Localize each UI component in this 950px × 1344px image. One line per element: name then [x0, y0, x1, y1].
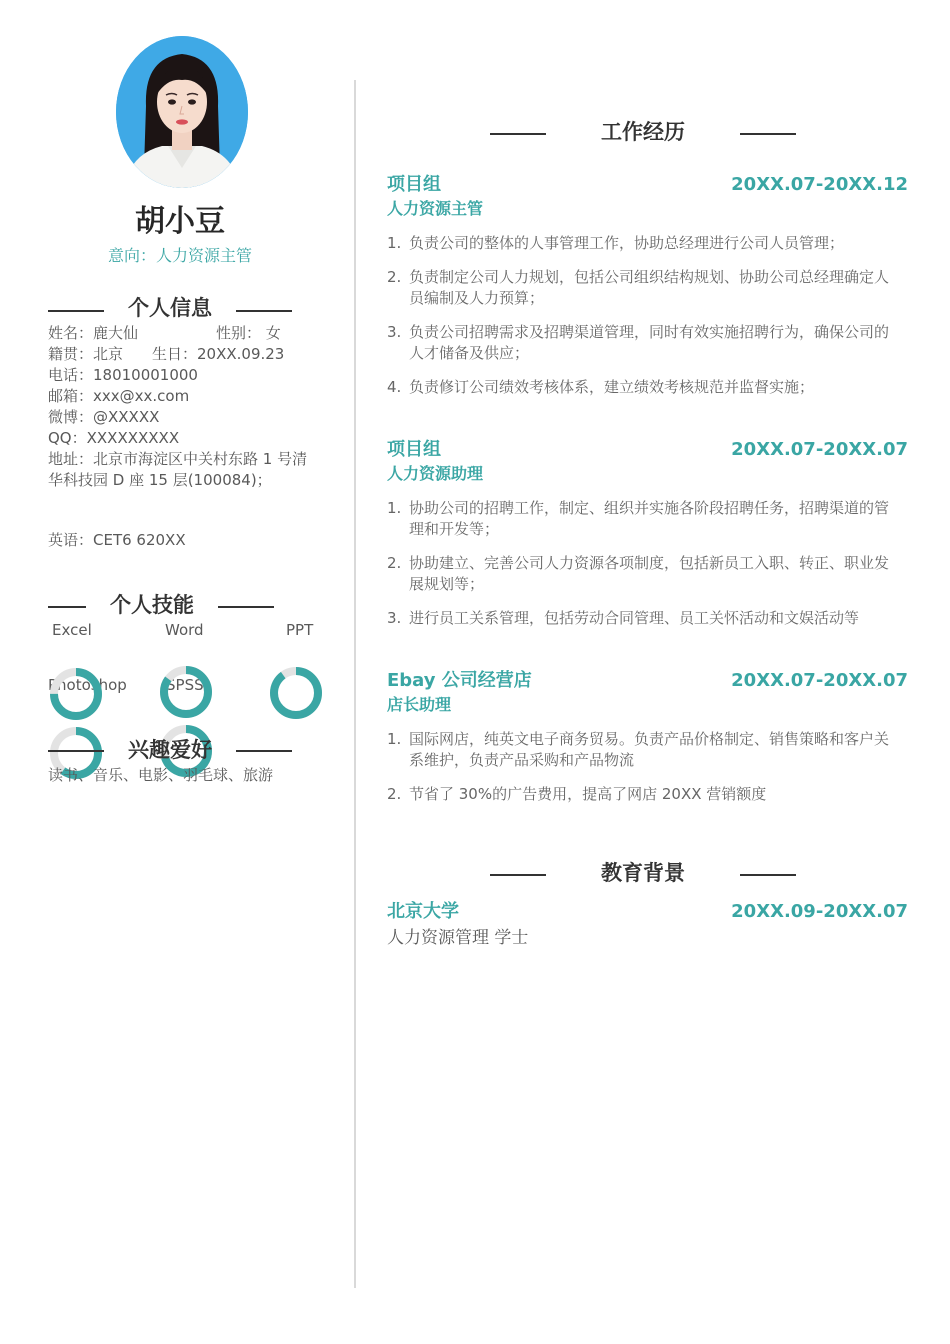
- info-email: 邮箱：xxx@xx.com: [48, 387, 190, 405]
- work-duties-list: [387, 498, 892, 642]
- education-school: 北京大学: [387, 901, 459, 922]
- info-native-place: 籍贯：北京: [48, 345, 124, 363]
- list-item: 2. 负责制定公司人力规划，包括公司组织结构规划、协助公司总经理确定人员编制及人力预算；: [387, 268, 890, 307]
- list-item: 1. 负责公司的整体的人事管理工作，协助总经理进行公司人员管理；: [387, 234, 845, 252]
- candidate-name: 胡小豆: [135, 204, 225, 239]
- work-org: 项目组: [387, 439, 441, 460]
- info-phone: 电话：18010001000: [48, 366, 198, 384]
- work-position: 人力资源主管: [387, 199, 484, 218]
- info-address-line-2: 华科技园 D 座 15 层(100084)；: [48, 471, 272, 489]
- hobbies-text: 读书、音乐、电影、羽毛球、旅游: [48, 766, 274, 784]
- info-name: 姓名：鹿大仙: [48, 324, 139, 342]
- work-position: 人力资源助理: [387, 464, 484, 483]
- work-duties-list: [387, 233, 892, 411]
- list-item: 1. 国际网店，纯英文电子商务贸易。负责产品价格制定、销售策略和客户关系维护，负责产品采购和产品物流: [387, 730, 890, 769]
- skill-label-excel: Excel: [52, 621, 92, 639]
- work-org: 项目组: [387, 174, 441, 195]
- column-divider: [354, 80, 356, 1288]
- avatar: [116, 36, 248, 188]
- section-rule-right: [218, 606, 274, 608]
- section-title-hobbies: 兴趣爱好: [128, 738, 212, 762]
- section-rule-right: [740, 133, 796, 135]
- section-title-personal-info: 个人信息: [128, 296, 212, 320]
- list-item: 2. 节省了 30%的广告费用，提高了网店 20XX 营销额度: [387, 785, 767, 803]
- work-duties-list: [387, 729, 892, 818]
- section-title-skills: 个人技能: [110, 593, 194, 617]
- list-item: 4. 负责修订公司绩效考核体系，建立绩效考核规范并监督实施；: [387, 378, 815, 396]
- info-gender: 性别： 女: [216, 324, 281, 342]
- section-title-work: 工作经历: [601, 120, 685, 144]
- list-item: 2. 协助建立、完善公司人力资源各项制度，包括新员工入职、转正、职业发展规划等；: [387, 554, 890, 593]
- work-position: 店长助理: [387, 695, 452, 714]
- section-rule-left: [48, 310, 104, 312]
- skill-label-word: Word: [165, 621, 204, 639]
- info-address-line-1: 地址：北京市海淀区中关村东路 1 号清: [48, 450, 308, 468]
- work-date: 20XX.07-20XX.07: [731, 439, 908, 460]
- skill-label-spss: SPSS: [166, 676, 204, 694]
- section-rule-right: [740, 874, 796, 876]
- list-item: 3. 负责公司招聘需求及招聘渠道管理，同时有效实施招聘行为，确保公司的人才储备及供应；: [387, 323, 890, 362]
- job-intent: 意向：人力资源主管: [107, 246, 252, 265]
- portrait-illustration: [116, 36, 248, 188]
- list-item: 3. 进行员工关系管理，包括劳动合同管理、员工关怀活动和文娱活动等: [387, 609, 860, 627]
- education-date: 20XX.09-20XX.07: [731, 901, 908, 922]
- list-item: 1. 协助公司的招聘工作，制定、组织并实施各阶段招聘任务，招聘渠道的管理和开发等；: [387, 499, 890, 538]
- skill-label-photoshop: Photoshop: [48, 676, 127, 694]
- info-weibo: 微博：@XXXXX: [48, 408, 160, 426]
- section-rule-left: [48, 606, 86, 608]
- info-birthday: 生日：20XX.09.23: [152, 345, 285, 363]
- section-rule-left: [490, 874, 546, 876]
- work-org: Ebay 公司经营店: [387, 670, 532, 691]
- section-rule-left: [48, 750, 104, 752]
- info-english: 英语：CET6 620XX: [48, 531, 186, 549]
- education-major: 人力资源管理 学士: [387, 928, 529, 948]
- section-rule-left: [490, 133, 546, 135]
- section-rule-right: [236, 310, 292, 312]
- skill-ring-ppt: [274, 671, 318, 715]
- skill-label-ppt: PPT: [286, 621, 314, 639]
- section-title-education: 教育背景: [601, 861, 685, 885]
- work-date: 20XX.07-20XX.12: [731, 174, 908, 195]
- info-qq: QQ：XXXXXXXXX: [48, 429, 180, 447]
- work-date: 20XX.07-20XX.07: [731, 670, 908, 691]
- section-rule-right: [236, 750, 292, 752]
